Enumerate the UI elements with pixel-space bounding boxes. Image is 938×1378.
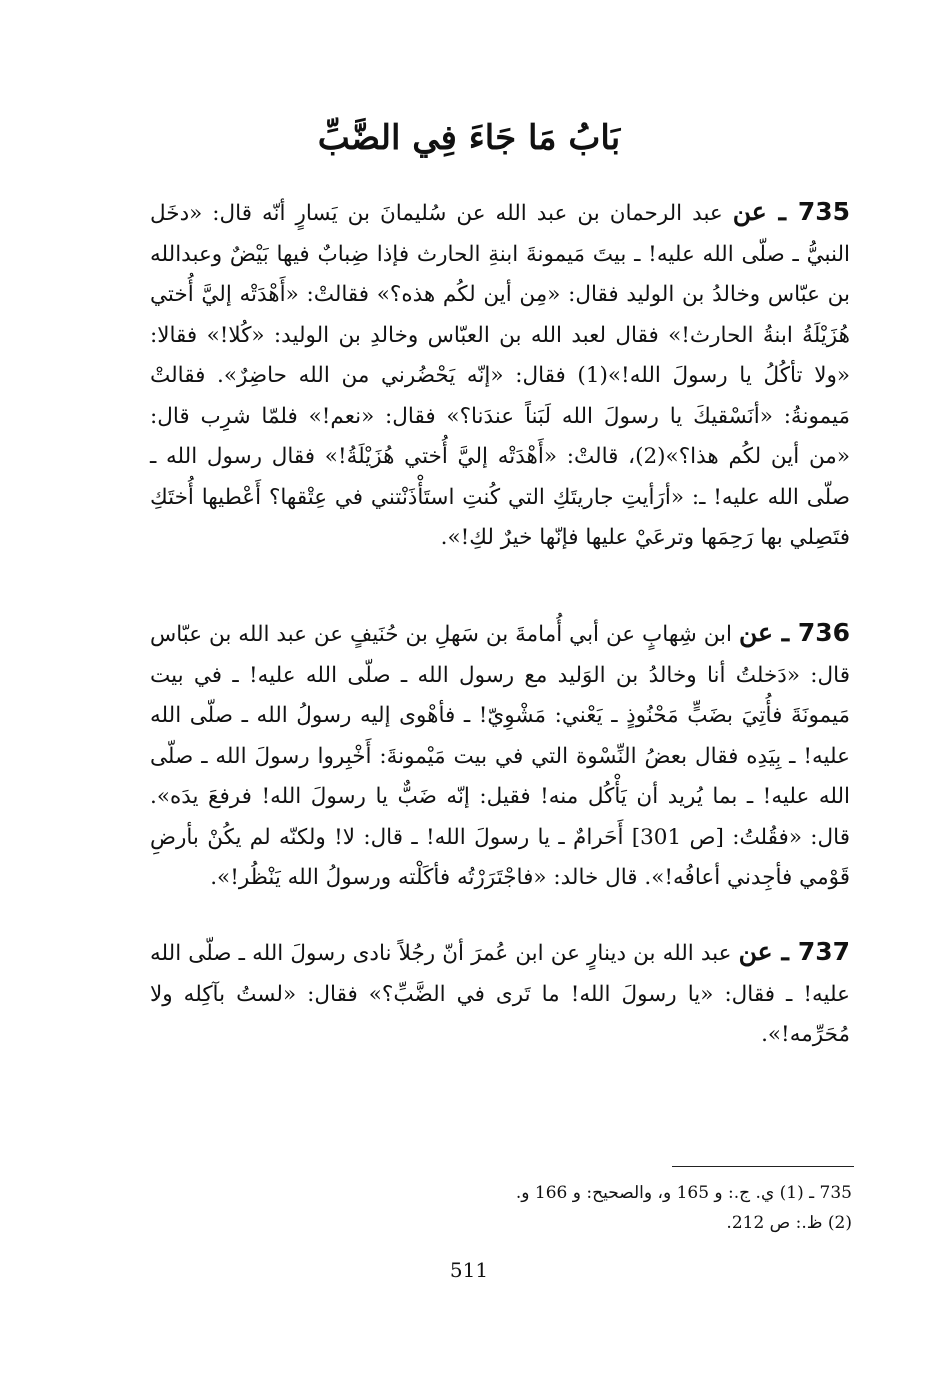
hadith-text: عبد الله بن دينارٍ عن ابن عُمرَ أنّ رجُلاً نادى رسولَ الله ـ صلّى الله عليه! ـ فقال: «يا رسولَ الله! ما تَرى في الضَّبِّ؟» فقال: «لستُ بآكِله ولا مُحَرِّمه!». — [150, 941, 850, 1047]
footnote: (2) ظ.: ص 212. — [726, 1213, 852, 1233]
hadith-735: 735 ـ عن عبد الرحمان بن عبد الله عن سُليمانَ بن يَسارٍ أنّه قال: «دخَل النبيُّ ـ صلّى الله عليه! ـ بيتَ مَيمونةَ ابنةِ الحارث فإذا ضِبابٌ فيها بَيْضٌ وعبدالله بن عبّاس وخالدُ بن الوليد فقال: «مِن أين لكُم هذه؟» فقالتْ: «أَهْدَتْه إليَّ أُختي هُزَيْلَةُ ابنةُ الحارث!» فقال لعبد الله بن العبّاس وخالدِ بن الوليد: «كُلا!» فقالا: «ولا تأكُلُ يا رسولَ الله!»(1) فقال: «إنّه يَحْضُرني من الله حاضِرٌ». فقالتْ مَيمونةُ: «أنَسْقيكَ يا رسولَ الله لَبَناً عندَنا؟» فقال: «نعم!» فلمّا شرِب قال: «من أين لكُم هذا؟»(2)، قالتْ: «أَهْدَتْه إليَّ أُختي هُزَيْلَةُ!» فقال رسول الله ـ صلّى الله عليه! ـ: «أرَأيتِ جاريتَكِ التي كُنتِ استَأْذَنْتني في عِتْقها؟ أَعْطيها أُختَكِ فتَصِلي بها رَحِمَها وترعَيْ عليها فإنّها خيرٌ لكِ!». — [150, 197, 850, 550]
footnotes — [400, 1178, 852, 1238]
hadith-lead-word: عن — [732, 197, 767, 226]
hadith-lead-word: عن — [738, 618, 773, 647]
hadith-737: 737 ـ عن عبد الله بن دينارٍ عن ابن عُمرَ أنّ رجُلاً نادى رسولَ الله ـ صلّى الله عليه! ـ فقال: «يا رسولَ الله! ما تَرى في الضَّبِّ؟» فقال: «لستُ بآكِله ولا مُحَرِّمه!». — [150, 937, 850, 1047]
hadith-number: 735 — [797, 197, 850, 226]
footnote-divider — [672, 1166, 854, 1167]
chapter-title: بَابُ مَا جَاءَ فِي الضَّبِّ — [317, 118, 621, 158]
page-number: 511 — [449, 1258, 489, 1282]
hadith-lead-word: عن — [738, 937, 773, 966]
hadith-736: 736 ـ عن ابن شِهابٍ عن أبي أُمامةَ بن سَهلِ بن حُنَيفٍ عن عبد الله بن عبّاس قال: «دَخلتُ أنا وخالدُ بن الوَليد مع رسول الله ـ صلّى الله عليه! ـ في بيت مَيمونَةَ فأُتِيَ بضَبٍّ مَحْنُوذٍ ـ يَعْني: مَشْوِيّ! ـ فأهْوى إليه رسولُ الله ـ صلّى الله عليه! ـ بِيَدِه فقال بعضُ النِّسْوة التي في بيت مَيْمونةَ: أَخْبِروا رسولَ الله ـ صلّى الله عليه! ـ بما يُريد أن يَأْكُل منه! فقيل: إنّه ضَبٌّ يا رسولَ الله! فرفعَ يدَه». قال: «فقُلتُ: [ص 301] أَحَرامٌ ـ يا رسولَ الله! ـ قال: لا! ولكنّه لم يكُنْ بأرضِ قَوْمي فأجِدني أعافُه!». قال خالد: «فاجْتَرَرْتُه فأكَلْته ورسولُ الله يَنْظُر!». — [150, 618, 850, 890]
hadith-number: 736 — [797, 618, 850, 647]
footnote: 735 ـ (1) ي. ج.: و 165 و، والصحيح: و 166 و. — [515, 1183, 852, 1203]
hadith-text: ابن شِهابٍ عن أبي أُمامةَ بن سَهلِ بن حُنَيفٍ عن عبد الله بن عبّاس قال: «دَخلتُ أنا وخالدُ بن الوَليد مع رسول الله ـ صلّى الله عليه! ـ في بيت مَيمونَةَ فأُتِيَ بضَبٍّ مَحْنُوذٍ ـ يَعْني: مَشْوِيّ! ـ فأهْوى إليه رسولُ الله ـ صلّى الله عليه! ـ بِيَدِه فقال بعضُ النِّسْوة التي في بيت مَيْمونةَ: أَخْبِروا رسولَ الله ـ صلّى الله عليه! ـ بما يُريد أن يَأْكُل منه! فقيل: إنّه ضَبٌّ يا رسولَ الله! فرفعَ يدَه». قال: «فقُلتُ: [ص 301] أَحَرامٌ ـ يا رسولَ الله! ـ قال: لا! ولكنّه لم يكُنْ بأرضِ قَوْمي فأجِدني أعافُه!». قال خالد: «فاجْتَرَرْتُه فأكَلْته ورسولُ الله يَنْظُر!». — [150, 622, 850, 890]
hadith-number: 737 — [797, 937, 850, 966]
hadith-text: عبد الرحمان بن عبد الله عن سُليمانَ بن يَسارٍ أنّه قال: «دخَل النبيُّ ـ صلّى الله عليه! ـ بيتَ مَيمونةَ ابنةِ الحارث فإذا ضِبابٌ فيها بَيْضٌ وعبدالله بن عبّاس وخالدُ بن الوليد فقال: «مِن أين لكُم هذه؟» فقالتْ: «أَهْدَتْه إليَّ أُختي هُزَيْلَةُ ابنةُ الحارث!» فقال لعبد الله بن العبّاس وخالدِ بن الوليد: «كُلا!» فقالا: «ولا تأكُلُ يا رسولَ الله!»(1) فقال: «إنّه يَحْضُرني من الله حاضِرٌ». فقالتْ مَيمونةُ: «أنَسْقيكَ يا رسولَ الله لَبَناً عندَنا؟» فقال: «نعم!» فلمّا شرِب قال: «من أين لكُم هذا؟»(2)، قالتْ: «أَهْدَتْه إليَّ أُختي هُزَيْلَةُ!» فقال رسول الله ـ صلّى الله عليه! ـ: «أرَأيتِ جاريتَكِ التي كُنتِ استَأْذَنْتني في عِتْقها؟ أَعْطيها أُختَكِ فتَصِلي بها رَحِمَها وترعَيْ عليها فإنّها خيرٌ لكِ!». — [150, 201, 850, 550]
